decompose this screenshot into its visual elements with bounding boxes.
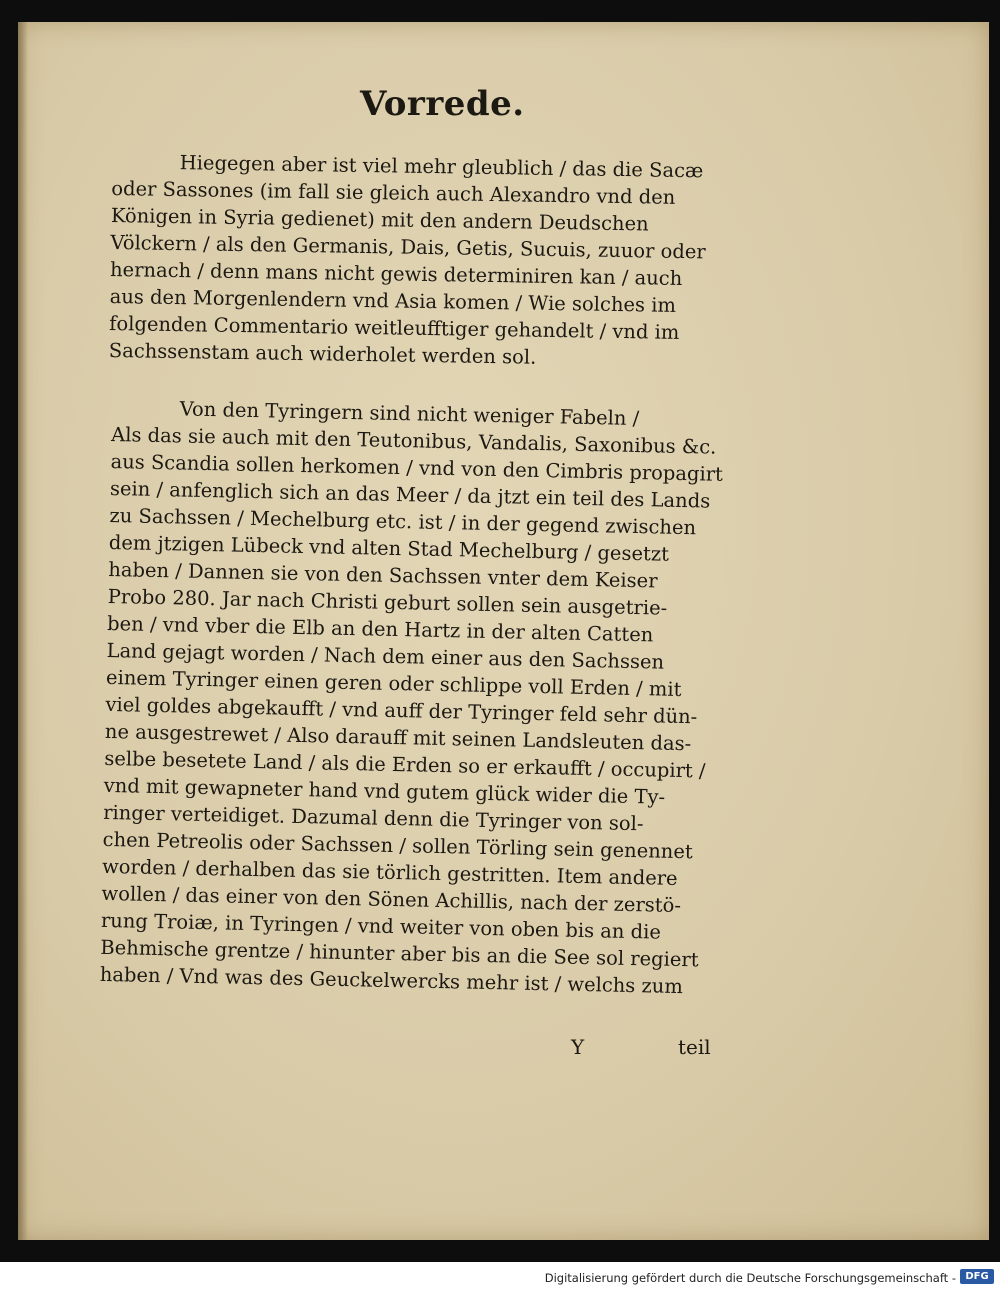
funding-notice: Digitalisierung gefördert durch die Deutsche Forschungsgemeinschaft - (544, 1271, 956, 1285)
dfg-logo: DFG (960, 1269, 994, 1284)
text-line: Als das sie auch mit den Teutonibus, Vandalis, Saxonibus &c. (110, 422, 717, 459)
text-line: Probo 280. Jar nach Christi geburt sollen sein ausgetrie- (107, 584, 668, 620)
text-line: rung Troiæ, in Tyringen / vnd weiter von oben bis an die (100, 908, 662, 944)
text-line: aus Scandia sollen herkomen / vnd von den Cimbris propagirt (110, 449, 724, 486)
text-line: zu Sachssen / Mechelburg etc. ist / in der gegend zwischen (109, 503, 697, 540)
text-line: worden / derhalben das sie törlich gestritten. Item andere (101, 854, 678, 890)
text-line: selbe besetete Land / als die Erden so er erkaufft / occupirt / (104, 746, 706, 783)
catchword: teil (678, 1035, 711, 1059)
text-line: dem jtzigen Lübeck vnd alten Stad Mechelburg / gesetzt (108, 530, 670, 566)
text-line: ringer verteidiget. Dazumal denn die Tyringer von sol- (102, 800, 644, 836)
text-line: Völckern / als den Germanis, Dais, Getis, Sucuis, zuuor oder (110, 230, 706, 264)
text-line: Sachssenstam auch widerholet werden sol. (108, 338, 537, 369)
text-line: Hiegegen aber ist viel mehr gleublich / das die Sacæ (179, 151, 704, 183)
page-heading: Vorrede. (360, 84, 525, 124)
footer-bar (0, 1262, 1000, 1290)
text-line: vnd mit gewapneter hand vnd gutem glück wider die Ty- (103, 773, 666, 809)
text-line: Von den Tyringern sind nicht weniger Fabeln / (179, 397, 640, 431)
text-line: oder Sassones (im fall sie gleich auch Alexandro vnd den (111, 176, 676, 209)
text-line: folgenden Commentario weitleufftiger gehandelt / vnd im (109, 311, 680, 344)
text-line: aus den Morgenlendern vnd Asia komen / Wie solches im (109, 284, 677, 317)
text-line: Königen in Syria gedienet) mit den andern Deudschen (110, 203, 649, 236)
text-line: hernach / denn mans nicht gewis determiniren kan / auch (109, 257, 683, 290)
text-line: sein / anfenglich sich an das Meer / da jtzt ein teil des Lands (109, 476, 711, 513)
text-line: Land gejagt worden / Nach dem einer aus den Sachssen (106, 638, 665, 674)
text-line: ne ausgestrewet / Also darauff mit seinen Landsleuten das- (104, 719, 692, 756)
page-gutter (18, 22, 28, 1240)
text-line: haben / Vnd was des Geuckelwercks mehr ist / welchs zum (99, 962, 684, 999)
text-line: viel goldes abgekaufft / vnd auff der Tyringer feld sehr dün- (105, 692, 698, 729)
paragraph-2 (100, 394, 724, 1001)
paragraph-1 (109, 148, 724, 374)
text-line: einem Tyringer einen geren oder schlippe voll Erden / mit (105, 665, 682, 701)
text-line: wollen / das einer von den Sönen Achillis, nach der zerstö- (101, 881, 682, 918)
text-line: ben / vnd vber die Elb an den Hartz in der alten Catten (106, 611, 654, 647)
signature-mark: Y (571, 1035, 585, 1059)
text-line: haben / Dannen sie von den Sachssen vnter dem Keiser (108, 557, 658, 593)
text-line: Behmische grentze / hinunter aber bis an die See sol regiert (100, 935, 699, 972)
text-line: chen Petreolis oder Sachssen / sollen Törling sein genennet (102, 827, 694, 864)
